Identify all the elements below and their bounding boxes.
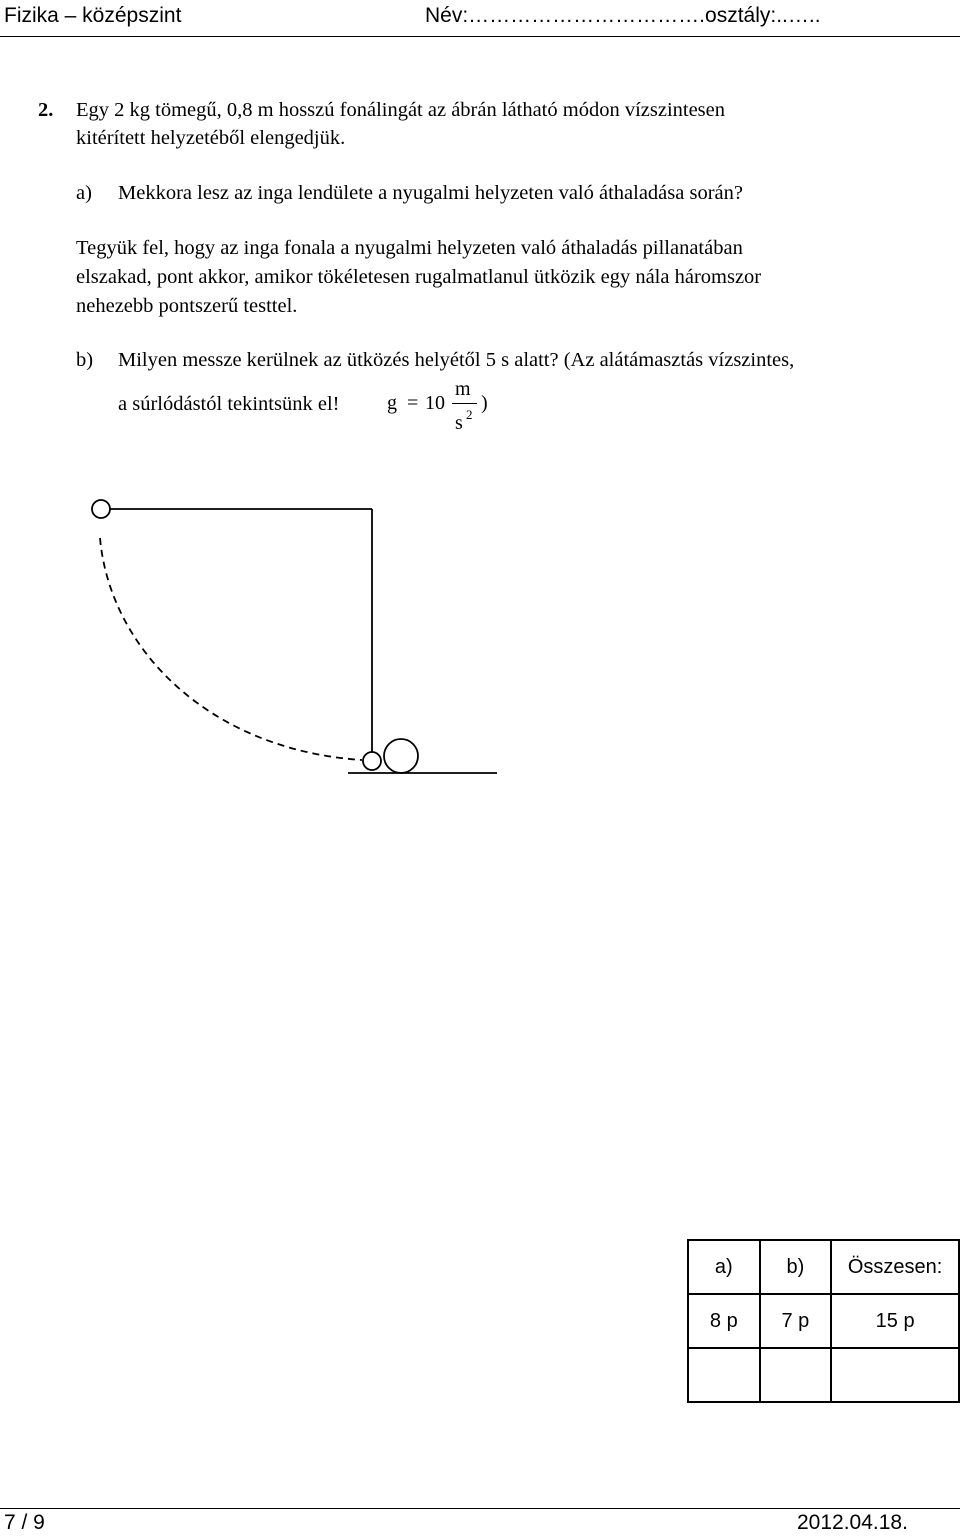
question-b-line-1: Milyen messze kerülnek az ütközés helyétől 5 s alatt? (Az alátámasztás vízszintes, [118, 349, 795, 371]
score-points-total: 15 p [831, 1294, 959, 1348]
formula-fraction-bar [452, 403, 477, 404]
score-earned-total [831, 1348, 959, 1402]
formula-numerator: m [455, 378, 471, 400]
score-points-b: 7 p [760, 1294, 832, 1348]
formula-close-paren: ) [481, 392, 488, 414]
formula-value: 10 [425, 392, 445, 414]
footer-page-number: 7 / 9 [4, 1511, 45, 1534]
pendulum-bob-start [92, 500, 110, 518]
footer-rule [0, 1508, 960, 1509]
formula-g: g [387, 392, 397, 414]
formula-equals: = [407, 392, 419, 414]
intro-line-2: kitérített helyzetéből elengedjük. [76, 127, 346, 149]
question-b-label: b) [76, 349, 94, 371]
paragraph-line-2: elszakad, pont akkor, amikor tökéletesen rugalmatlanul ütközik egy nála háromszor [76, 266, 762, 288]
score-points-row [688, 1294, 959, 1348]
formula-exponent: 2 [466, 407, 473, 422]
score-header-row [688, 1240, 959, 1294]
score-header-a: a) [688, 1240, 760, 1294]
score-earned-b [760, 1348, 832, 1402]
question-a-label: a) [76, 182, 92, 204]
header-name-field: Név:…………………………….osztály:..….. [425, 4, 821, 27]
pendulum-diagram [0, 480, 520, 790]
score-table [687, 1239, 960, 1403]
question-a-text: Mekkora lesz az inga lendülete a nyugalmi helyzeten való áthaladása során? [118, 182, 743, 204]
score-earned-a [688, 1348, 760, 1402]
header-subject: Fizika – középszint [4, 4, 182, 27]
pendulum-bob-bottom [363, 752, 381, 770]
footer-date: 2012.04.18. [797, 1511, 908, 1534]
score-points-a: 8 p [688, 1294, 760, 1348]
paragraph-line-1: Tegyük fel, hogy az inga fonala a nyugalmi helyzeten való áthaladás pillanatában [76, 237, 743, 259]
formula-denominator: s [455, 412, 463, 434]
score-header-b: b) [760, 1240, 832, 1294]
question-b-line-2: a súrlódástól tekintsünk el! [118, 393, 340, 415]
paragraph-line-3: nehezebb pontszerű testtel. [76, 295, 298, 317]
intro-line-1: Egy 2 kg tömegű, 0,8 m hosszú fonálingát az ábrán látható módon vízszintesen [76, 99, 726, 121]
score-earned-row [688, 1348, 959, 1402]
heavy-point-mass [384, 739, 418, 773]
score-header-total: Összesen: [831, 1240, 959, 1294]
header-rule [0, 36, 960, 37]
problem-number: 2. [38, 99, 54, 121]
dashed-trajectory [100, 538, 362, 760]
